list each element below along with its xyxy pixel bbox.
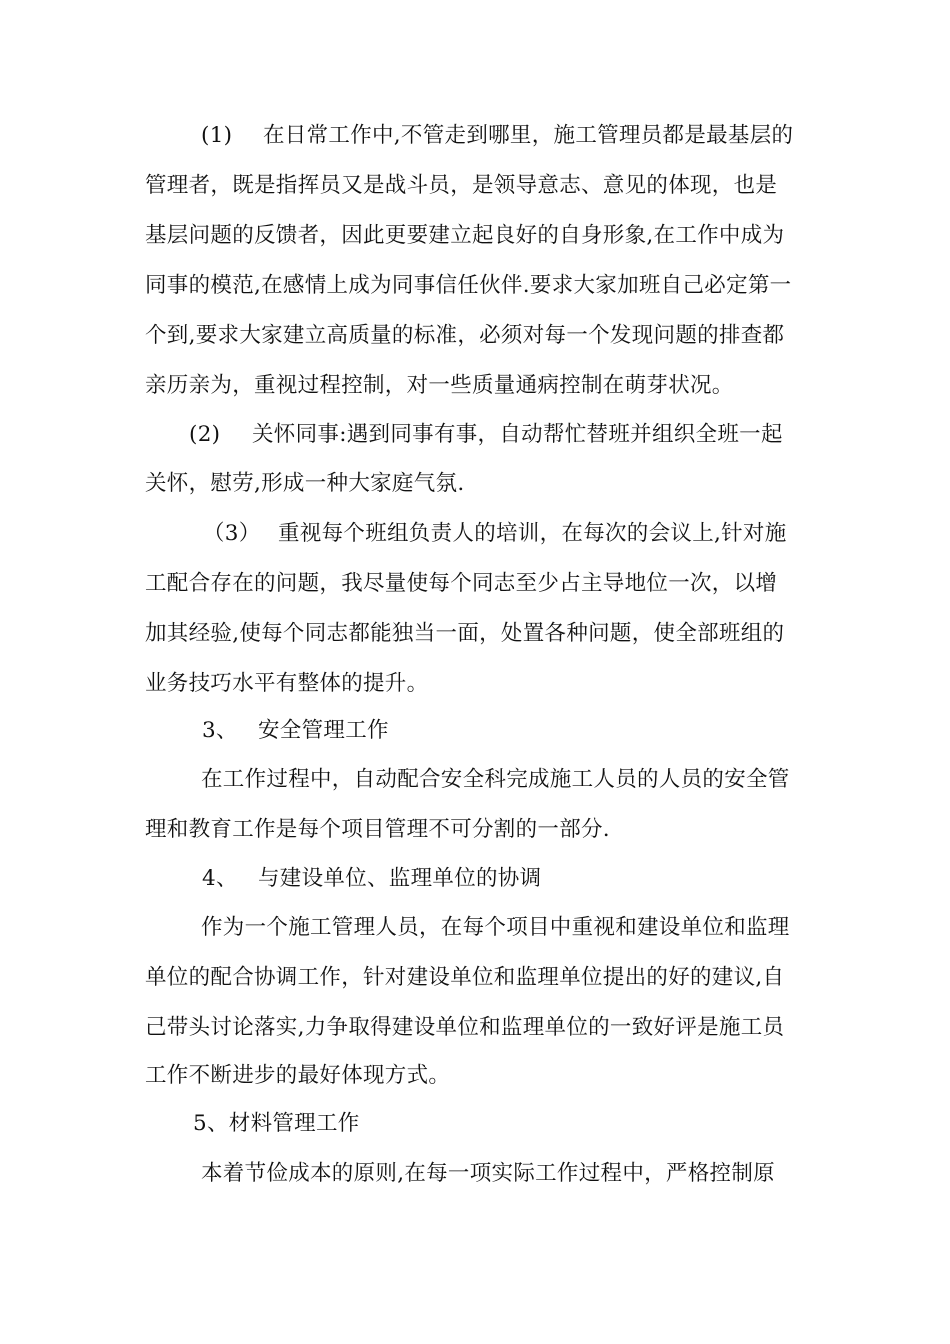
paragraph-1-line-1 — [201, 121, 793, 151]
paragraph-1-line-2: 管理者，既是指挥员又是战斗员，是领导意志、意见的体现，也是 — [145, 173, 778, 198]
paragraph-1-line-5: 个到,要求大家建立高质量的标准，必须对每一个发现问题的排查都 — [145, 323, 785, 348]
coordination-paragraph-line-4: 工作不断进步的最好体现方式。 — [145, 1063, 451, 1088]
section-heading-4-title: 与建设单位、监理单位的协调 — [258, 866, 542, 891]
paragraph-2-text: 关怀同事:遇到同事有事，自动帮忙替班并组织全班一起 — [252, 422, 783, 447]
paragraph-3-line-2: 工配合存在的问题，我尽量使每个同志至少占主导地位一次，以增 — [145, 571, 778, 596]
section-heading-3-title: 安全管理工作 — [258, 718, 389, 743]
safety-paragraph-line-2: 理和教育工作是每个项目管理不可分割的一部分. — [145, 817, 610, 842]
paragraph-2-label: (2) — [189, 422, 221, 447]
paragraph-1-line-4: 同事的模范,在感情上成为同事信任伙伴.要求大家加班自己必定第一 — [145, 273, 792, 298]
paragraph-3-label: （3） — [203, 521, 261, 546]
paragraph-1-line-3: 基层问题的反馈者，因此更要建立起良好的自身形象,在工作中成为 — [145, 223, 785, 248]
paragraph-1-text: 在日常工作中,不管走到哪里，施工管理员都是最基层的 — [263, 123, 794, 148]
paragraph-3-line-1 — [203, 519, 787, 549]
coordination-paragraph-line-3: 己带头讨论落实,力争取得建设单位和监理单位的一致好评是施工员 — [145, 1015, 785, 1040]
paragraph-1-line-6: 亲历亲为，重视过程控制，对一些质量通病控制在萌芽状况。 — [145, 373, 734, 398]
paragraph-2-line-1 — [189, 420, 783, 450]
paragraph-2-line-2: 关怀，慰劳,形成一种大家庭气氛. — [145, 471, 465, 496]
section-heading-4 — [202, 864, 541, 894]
coordination-paragraph-line-2: 单位的配合协调工作，针对建设单位和监理单位提出的好的建议,自 — [145, 965, 785, 990]
materials-paragraph-line-1: 本着节俭成本的原则,在每一项实际工作过程中，严格控制原 — [201, 1161, 775, 1186]
section-heading-4-number: 4、 — [202, 866, 238, 891]
safety-paragraph-line-1: 在工作过程中，自动配合安全科完成施工人员的人员的安全管 — [201, 767, 790, 792]
section-heading-3 — [202, 716, 389, 746]
paragraph-3-text: 重视每个班组负责人的培训，在每次的会议上,针对施 — [278, 521, 787, 546]
section-heading-3-number: 3、 — [202, 718, 238, 743]
coordination-paragraph-line-1: 作为一个施工管理人员，在每个项目中重视和建设单位和监理 — [201, 915, 790, 940]
section-heading-5: 5、材料管理工作 — [193, 1111, 360, 1136]
paragraph-3-line-4: 业务技巧水平有整体的提升。 — [145, 671, 429, 696]
paragraph-3-line-3: 加其经验,使每个同志都能独当一面，处置各种问题，使全部班组的 — [145, 621, 785, 646]
paragraph-1-label: (1) — [201, 123, 233, 148]
